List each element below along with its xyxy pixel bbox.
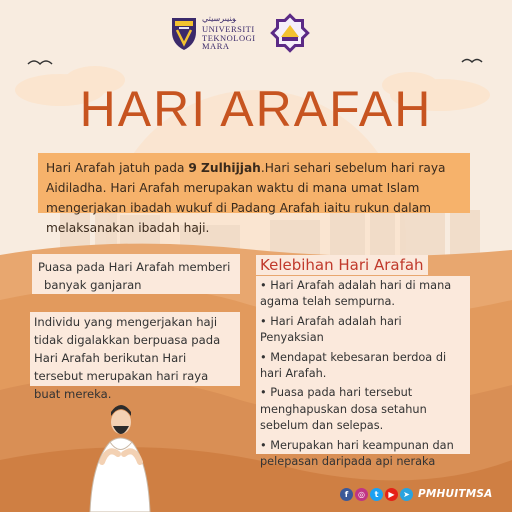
card1-line1: Puasa pada Hari Arafah memberi (38, 260, 231, 274)
youtube-icon[interactable]: ▶ (385, 488, 398, 501)
intro-box (38, 153, 470, 235)
card1-line2: banyak ganjaran (44, 278, 142, 292)
puasa-ganjaran-card (32, 254, 240, 294)
intro-text-part2: .Hari sehari sebelum hari raya Aidiladha. Hari Arafah merupakan waktu di mana umat Islam mengerjakan ibadah wukuf di Padang Arafah iaitu rukun dalam melaksanakan ibadah haji. (46, 161, 446, 235)
kelebihan-item: • Hari Arafah adalah hari di mana agama telah sempurna. (260, 279, 452, 309)
kelebihan-item: • Mendapat kebesaran berdoa di hari Arafah. (260, 350, 447, 381)
social-media-bar (340, 486, 492, 502)
uitm-line-2: TEKNOLOGI (202, 32, 256, 43)
uitm-line-3: MARA (202, 41, 230, 52)
kelebihan-list-box (256, 276, 470, 469)
intro-text-part1: Hari Arafah jatuh pada (46, 161, 189, 175)
twitter-icon[interactable]: t (370, 488, 383, 501)
uitm-wordmark (202, 15, 256, 51)
kelebihan-item: • Puasa pada hari tersebut menghapuskan dosa setahun sebelum dan selepas. (260, 386, 427, 433)
page-title: HARI ARAFAH (79, 81, 433, 137)
telegram-icon[interactable]: ➤ (400, 488, 413, 501)
kelebihan-heading: Kelebihan Hari Arafah (256, 255, 428, 275)
uitm-jawi-text: ﻮﻨﻴﯩﺮﺳﻴﺘﻲ (202, 14, 236, 24)
uitm-crest-icon (170, 14, 198, 52)
intro-date-highlight: 9 Zulhijjah (188, 161, 261, 175)
uitm-line-1: UNIVERSITI (202, 24, 255, 35)
kelebihan-list (260, 278, 466, 470)
jemaah-haji-card (30, 312, 240, 401)
card2-text: Individu yang mengerjakan haji tidak digalakkan berpuasa pada Hari Arafah berikutan Hari tersebut merupakan hari raya buat mereka. (34, 315, 221, 401)
social-handle[interactable]: PMHUITMSA (418, 488, 493, 500)
kelebihan-item: • Merupakan hari keampunan dan pelepasan daripada api neraka (260, 438, 454, 469)
facebook-icon[interactable]: f (340, 488, 353, 501)
instagram-icon[interactable]: ◎ (355, 488, 368, 501)
kelebihan-item: • Hari Arafah adalah hari Penyaksian (260, 314, 402, 345)
pmh-star-logo-icon (268, 11, 312, 55)
header-logos (170, 6, 340, 60)
praying-man-illustration (80, 382, 160, 512)
